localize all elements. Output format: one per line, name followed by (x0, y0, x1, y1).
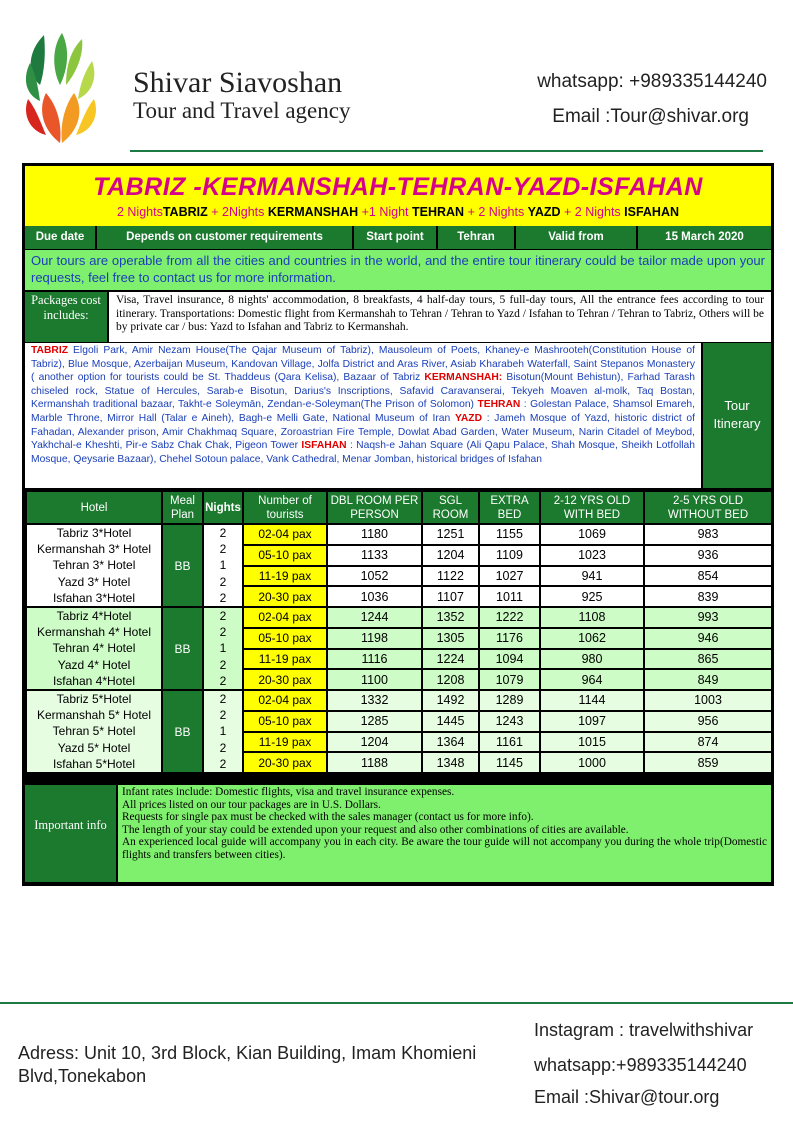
nights-value: 2 (219, 526, 227, 540)
city-name: KERMANSHAH (267, 205, 359, 219)
extra-bed-price: 1094 (479, 649, 540, 670)
child-without-bed-price: 865 (644, 649, 772, 670)
child-with-bed-price: 1062 (540, 628, 644, 649)
dbl-room-price: 1100 (327, 669, 422, 690)
hotel-name: Tehran 3* Hotel (52, 558, 136, 573)
extra-bed-price: 1079 (479, 669, 540, 690)
itinerary-label: Tour Itinerary (703, 343, 771, 488)
col-header-hotel: Hotel (26, 491, 162, 524)
sgl-room-price: 1364 (422, 732, 479, 753)
nights-value: 2 (219, 708, 227, 723)
tour-package-sheet (22, 163, 774, 886)
important-info-line: Requests for single pax must be checked with the sales manager (contact us for more info). (122, 811, 534, 823)
itinerary-city: ISFAHAN (301, 440, 347, 452)
sgl-room-price: 1208 (422, 669, 479, 690)
nights-list (203, 524, 243, 607)
due-date-label: Due date (25, 226, 95, 249)
hotel-name: Yazd 3* Hotel (57, 574, 131, 589)
nights-count: + 2 Nights (464, 205, 528, 219)
itinerary-city: KERMANSHAH: (424, 372, 503, 384)
child-with-bed-price: 941 (540, 566, 644, 587)
nights-value: 2 (219, 609, 227, 624)
agency-subtitle: Tour and Travel agency (133, 98, 351, 123)
child-with-bed-price: 964 (540, 669, 644, 690)
dbl-room-price: 1285 (327, 711, 422, 732)
extra-bed-price: 1109 (479, 545, 540, 566)
footer-instagram[interactable]: Instagram : travelwithshivar (534, 1020, 754, 1040)
sgl-room-price: 1204 (422, 545, 479, 566)
tourists-range: 11-19 pax (243, 566, 327, 587)
price-table (25, 490, 773, 774)
tourists-range: 11-19 pax (243, 732, 327, 753)
nights-value: 2 (219, 756, 227, 771)
itinerary-places: : Jameh Mosque of Yazd, historic district of Fahadan, Alexander prison, Amir Chakhmaq Square, Zoroastrian Fire Temple, Dowlat Abad Garden, Water Museum, Narin Citadel of Meybod, Yakhchal-e Kheshti, Pir-e Sabz Chak Chak, Pigeon Tower (31, 412, 695, 452)
extra-bed-price: 1145 (479, 752, 540, 773)
sgl-room-price: 1348 (422, 752, 479, 773)
itinerary-city: TEHRAN (477, 399, 521, 411)
includes-label: Packages cost includes: (25, 292, 107, 342)
itinerary-text (25, 343, 701, 488)
tourists-range: 11-19 pax (243, 649, 327, 670)
operable-notice: Our tours are operable from all the cities and countries in the world, and the entire tour itinerary could be tailor made upon your requests, feel free to contact us for more information. (25, 250, 771, 290)
tourists-range: 20-30 pax (243, 586, 327, 607)
agency-name: Shivar Siavoshan (133, 66, 343, 99)
header-whatsapp[interactable]: whatsapp: +989335144240 (537, 71, 767, 92)
dbl-room-price: 1188 (327, 752, 422, 773)
sgl-room-price: 1492 (422, 690, 479, 711)
child-with-bed-price: 1023 (540, 545, 644, 566)
itinerary-places: Bisotun(Mount Behistun), Farhad Tarash chiseled rock, Statue of Hercules, Sarab-e Bisotun, Darius's Inscriptions, Safavid Caravanserai, Tekyeh Moaven al-molk, Taq Bostan, Kermanshah traditional bazaar, Takht-e Soleymān, Zendan-e-Soleyman(The Prison of Solomon) (31, 372, 695, 411)
meal-plan: BB (162, 524, 203, 607)
tourists-range: 05-10 pax (243, 711, 327, 732)
child-without-bed-price: 859 (644, 752, 772, 773)
hotel-name: Isfahan 3*Hotel (52, 590, 136, 605)
nights-count: + 2 Nights (560, 205, 625, 219)
dbl-room-price: 1244 (327, 607, 422, 628)
tourists-range: 05-10 pax (243, 628, 327, 649)
extra-bed-price: 1161 (479, 732, 540, 753)
nights-count: 2 Nights (116, 205, 163, 219)
itinerary-places: : Naqsh-e Jahan Square (Ali Qapu Palace, Shah Mosque, Sheikh Lotfollah Mosque, Qeysarie Bazaar), Chehel Sotoun palace, Vank Cathedral, Menar Jomban, historical bridges of Isfahan (31, 440, 695, 465)
itinerary-places: Elgoli Park, Amir Nezam House(The Qajar Museum of Tabriz), Mausoleum of Poets, Khaney-e Mashrooteh(Constitution House of Tabriz), Blue Mosque, Azerbaijan Museum, Kandovan Village, Jolfa District and Aras River, Asiab Kharabeh Waterfall, Saint Stepanos Monastery ( another option for tourists could be St. Thaddeus (Qara Kelisa), Bazaar of Tabriz (31, 345, 695, 384)
child-without-bed-price: 936 (644, 545, 772, 566)
child-with-bed-price: 1108 (540, 607, 644, 628)
dbl-room-price: 1116 (327, 649, 422, 670)
hotel-name: Tabriz 3*Hotel (56, 526, 132, 540)
child-without-bed-price: 946 (644, 628, 772, 649)
dbl-room-price: 1332 (327, 690, 422, 711)
nights-count: + 2Nights (207, 205, 268, 219)
price-row (26, 690, 772, 711)
header-divider (130, 150, 763, 152)
child-with-bed-price: 980 (540, 649, 644, 670)
nights-value: 2 (219, 673, 227, 688)
child-with-bed-price: 1069 (540, 524, 644, 545)
hotel-name: Kermanshah 5* Hotel (36, 708, 152, 723)
tourists-range: 20-30 pax (243, 752, 327, 773)
sgl-room-price: 1251 (422, 524, 479, 545)
child-without-bed-price: 874 (644, 732, 772, 753)
col-header-sgl-room: SGL ROOM (422, 491, 479, 524)
sgl-room-price: 1445 (422, 711, 479, 732)
col-header-child-without-bed: 2-5 YRS OLD WITHOUT BED (644, 491, 772, 524)
child-without-bed-price: 983 (644, 524, 772, 545)
sgl-room-price: 1122 (422, 566, 479, 587)
child-without-bed-price: 956 (644, 711, 772, 732)
nights-value: 2 (219, 692, 227, 707)
hotel-list (26, 607, 162, 690)
city-name: TABRIZ (162, 205, 208, 219)
nights-list (203, 607, 243, 690)
hotel-name: Tehran 5* Hotel (52, 724, 136, 739)
dbl-room-price: 1052 (327, 566, 422, 587)
sgl-room-price: 1352 (422, 607, 479, 628)
nights-count: +1 Night (358, 205, 412, 219)
nights-value: 1 (219, 558, 227, 573)
agency-logo-icon (22, 33, 100, 151)
child-with-bed-price: 925 (540, 586, 644, 607)
extra-bed-price: 1011 (479, 586, 540, 607)
city-name: TEHRAN (412, 205, 465, 219)
dbl-room-price: 1036 (327, 586, 422, 607)
col-header-tourists: Number of tourists (243, 491, 327, 524)
due-date-value: Depends on customer requirements (97, 226, 352, 249)
footer-address: Adress: Unit 10, 3rd Block, Kian Building, Imam Khomieni Blvd,Tonekabon (18, 1043, 477, 1086)
price-table-header (26, 491, 772, 524)
child-without-bed-price: 854 (644, 566, 772, 587)
extra-bed-price: 1222 (479, 607, 540, 628)
important-info-label: Important info (25, 785, 116, 882)
nights-value: 2 (219, 542, 227, 557)
child-without-bed-price: 849 (644, 669, 772, 690)
tour-nights-summary (25, 204, 771, 220)
footer-email[interactable]: Email :Shivar@tour.org (534, 1087, 720, 1107)
nights-value: 2 (219, 590, 227, 605)
dbl-room-price: 1198 (327, 628, 422, 649)
col-header-meal-plan: Meal Plan (162, 491, 203, 524)
footer-whatsapp[interactable]: whatsapp:+989335144240 (534, 1055, 747, 1075)
itinerary-city: TABRIZ (31, 345, 68, 356)
tourists-range: 02-04 pax (243, 524, 327, 545)
important-info-line: An experienced local guide will accompany you in each city. Be aware the tour guide will not accompany you during the whole trip(Domestic flights and transfers between cities). (122, 836, 767, 861)
itinerary-places: : Golestan Palace, Shamsol Emareh, Marble Throne, Mirror Hall (Talar e Aineh), Bagh-e Melli Gate, National Museum of Iran (31, 399, 696, 424)
price-group-3-star (26, 524, 772, 607)
hotel-name: Isfahan 4*Hotel (52, 673, 136, 688)
hotel-name: Tehran 4* Hotel (52, 641, 136, 656)
extra-bed-price: 1289 (479, 690, 540, 711)
dbl-room-price: 1180 (327, 524, 422, 545)
sgl-room-price: 1224 (422, 649, 479, 670)
tourists-range: 02-04 pax (243, 690, 327, 711)
hotel-name: Tabriz 4*Hotel (56, 609, 132, 624)
itinerary-city: YAZD (454, 412, 483, 424)
valid-from-label: Valid from (516, 226, 636, 249)
child-with-bed-price: 1097 (540, 711, 644, 732)
col-header-extra-bed: EXTRA BED (479, 491, 540, 524)
child-with-bed-price: 1000 (540, 752, 644, 773)
footer-divider (0, 1002, 793, 1004)
price-row (26, 524, 772, 545)
nights-value: 2 (219, 625, 227, 640)
dbl-room-price: 1133 (327, 545, 422, 566)
dbl-room-price: 1204 (327, 732, 422, 753)
col-header-child-with-bed: 2-12 YRS OLD WITH BED (540, 491, 644, 524)
extra-bed-price: 1027 (479, 566, 540, 587)
important-info-line: The length of your stay could be extended upon your request and also other combinations of cities are available. (122, 823, 629, 836)
hotel-name: Yazd 5* Hotel (57, 740, 131, 755)
sgl-room-price: 1305 (422, 628, 479, 649)
nights-value: 1 (219, 641, 227, 656)
includes-text: Visa, Travel insurance, 8 nights' accommodation, 8 breakfasts, 4 half-day tours, 5 full-day tours, All the entrance fees according to tour itinerary. Transportations: Domestic flight from Kermanshah to Tehran / Tehran to Yazd / Isfahan to Tehran / Tehran to Tabriz, Others will be by private car / bus: Yazd to Isfahan and Tabriz to Kermanshah. (109, 292, 771, 342)
hotel-name: Tabriz 5*Hotel (56, 692, 132, 707)
hotel-name: Yazd 4* Hotel (57, 657, 131, 672)
nights-value: 1 (219, 724, 227, 739)
meal-plan: BB (162, 690, 203, 773)
tourists-range: 05-10 pax (243, 545, 327, 566)
meal-plan: BB (162, 607, 203, 690)
valid-from-value: 15 March 2020 (638, 226, 771, 249)
hotel-list (26, 690, 162, 773)
extra-bed-price: 1155 (479, 524, 540, 545)
important-info-line: Infant rates include: Domestic flights, visa and travel insurance expenses. (122, 786, 455, 798)
tourists-range: 20-30 pax (243, 669, 327, 690)
child-with-bed-price: 1015 (540, 732, 644, 753)
important-info-text (118, 785, 771, 882)
hotel-list (26, 524, 162, 607)
child-without-bed-price: 839 (644, 586, 772, 607)
tour-title-block (25, 166, 771, 226)
tourists-range: 02-04 pax (243, 607, 327, 628)
extra-bed-price: 1243 (479, 711, 540, 732)
col-header-nights: Nights (203, 491, 243, 524)
hotel-name: Kermanshah 4* Hotel (36, 625, 152, 640)
city-name: YAZD (527, 205, 561, 219)
tour-title: TABRIZ -KERMANSHAH-TEHRAN-YAZD-ISFAHAN (93, 173, 703, 201)
start-point-value: Tehran (438, 226, 514, 249)
info-bar (25, 226, 771, 249)
nights-value: 2 (219, 574, 227, 589)
extra-bed-price: 1176 (479, 628, 540, 649)
start-point-label: Start point (354, 226, 436, 249)
important-info-line: All prices listed on our tour packages are in U.S. Dollars. (122, 798, 381, 811)
hotel-name: Kermanshah 3* Hotel (36, 542, 152, 557)
col-header-dbl-room: DBL ROOM PER PERSON (327, 491, 422, 524)
nights-value: 2 (219, 740, 227, 755)
sgl-room-price: 1107 (422, 586, 479, 607)
hotel-name: Isfahan 5*Hotel (52, 756, 136, 771)
child-with-bed-price: 1144 (540, 690, 644, 711)
price-group-4-star (26, 607, 772, 690)
child-without-bed-price: 993 (644, 607, 772, 628)
city-name: ISFAHAN (624, 205, 680, 219)
header-email[interactable]: Email :Tour@shivar.org (552, 106, 749, 127)
nights-list (203, 690, 243, 773)
child-without-bed-price: 1003 (644, 690, 772, 711)
price-group-5-star (26, 690, 772, 773)
price-row (26, 607, 772, 628)
nights-value: 2 (219, 657, 227, 672)
